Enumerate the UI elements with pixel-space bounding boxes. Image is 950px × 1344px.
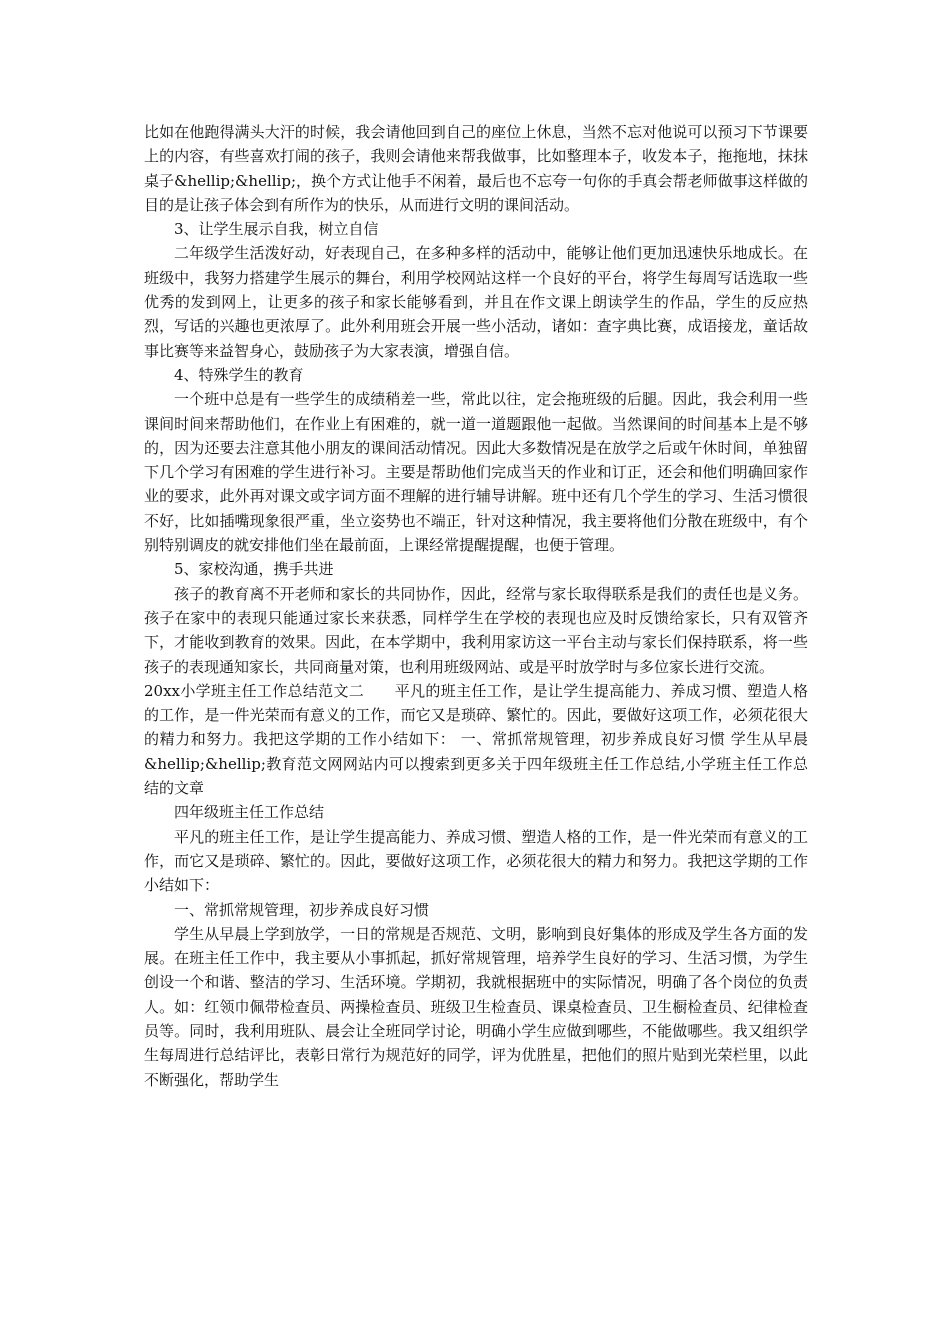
paragraph: 一个班中总是有一些学生的成绩稍差一些，常此以往，定会拖班级的后腿。因此，我会利用一些课间时间来帮助他们，在作业上有困难的，就一道一道题跟他一起做。当然课间的时间基本上是不够的，因为还要去注意其他小朋友的课间活动情况。因此大多数情况是在放学之后或午休时间，单独留下几个学习有困难的学生进行补习。主要是帮助他们完成当天的作业和订正，还会和他们明确回家作业的要求，此外再对课文或字词方面不理解的进行辅导讲解。班中还有几个学生的学习、生活习惯很不好，比如插嘴现象很严重，坐立姿势也不端正，针对这种情况，我主要将他们分散在班级中，有个别特别调皮的就安排他们坐在最前面，上课经常提醒提醒，也便于管理。	[144, 390, 808, 555]
paragraph: 二年级学生活泼好动，好表现自己，在多种多样的活动中，能够让他们更加迅速快乐地成长。在班级中，我努力搭建学生展示的舞台，利用学校网站这样一个良好的平台，将学生每周写话选取一些优秀的发到网上，让更多的孩子和家长能够看到，并且在作文课上朗读学生的作品，学生的反应热烈，写话的兴趣也更浓厚了。此外利用班会开展一些小活动，诸如：查字典比赛，成语接龙，童话故事比赛等来益智身心，鼓励孩子为大家表演，增强自信。	[144, 244, 808, 360]
article-summary: 20xx小学班主任工作总结范文二 平凡的班主任工作，是让学生提高能力、养成习惯、塑造人格的工作，是一件光荣而有意义的工作，而它又是琐碎、繁忙的。因此，要做好这项工作，必须花很大的精力和努力。我把这学期的工作小结如下： 一、常抓常规管理，初步养成良好习惯 学生从早晨&hellip;&hellip;教育范文网网站内可以搜索到更多关于四年级班主任工作总结,小学班主任工作总结的文章	[144, 681, 808, 798]
paragraph: 平凡的班主任工作，是让学生提高能力、养成习惯、塑造人格的工作，是一件光荣而有意义的工作，而它又是琐碎、繁忙的。因此，要做好这项工作，必须花很大的精力和努力。我把这学期的工作小结如下：	[144, 827, 808, 895]
paragraph: 比如在他跑得满头大汗的时候，我会请他回到自己的座位上休息，当然不忘对他说可以预习下节课要上的内容，有些喜欢打闹的孩子，我则会请他来帮我做事，比如整理本子，收发本子，拖拖地，抹抹桌子&hellip;&hellip;，换个方式让他手不闲着，最后也不忘夸一句你的手真会帮老师做事这样做的目的是让孩子体会到有所作为的快乐，从而进行文明的课间活动。	[144, 123, 808, 214]
document-body	[144, 120, 808, 1092]
paragraph: 孩子的教育离不开老师和家长的共同协作，因此，经常与家长取得联系是我们的责任也是义务。孩子在家中的表现只能通过家长来获悉，同样学生在学校的表现也应及时反馈给家长，只有双管齐下，才能收到教育的效果。因此，在本学期中，我利用家访这一平台主动与家长们保持联系，将一些孩子的表现通知家长，共同商量对策，也利用班级网站、或是平时放学时与多位家长进行交流。	[144, 584, 808, 676]
section-heading: 4、特殊学生的教育	[174, 365, 304, 384]
section-heading: 5、家校沟通，携手共进	[174, 560, 334, 579]
section-heading: 一、常抓常规管理，初步养成良好习惯	[174, 900, 430, 919]
article-title: 四年级班主任工作总结	[174, 803, 325, 822]
paragraph: 学生从早晨上学到放学，一日的常规是否规范、文明，影响到良好集体的形成及学生各方面的发展。在班主任工作中，我主要从小事抓起，抓好常规管理，培养学生良好的学习、生活习惯，为学生创设一个和谐、整洁的学习、生活环境。学期初，我就根据班中的实际情况，明确了各个岗位的负责人。如：红领巾佩带检查员、两操检查员、班级卫生检查员、课桌检查员、卫生橱检查员、纪律检查员等。同时，我利用班队、晨会让全班同学讨论，明确小学生应做到哪些，不能做哪些。我又组织学生每周进行总结评比，表彰日常行为规范好的同学，评为优胜星，把他们的照片贴到光荣栏里，以此不断强化，帮助学生	[144, 924, 808, 1089]
section-heading: 3、让学生展示自我，树立自信	[174, 220, 379, 239]
